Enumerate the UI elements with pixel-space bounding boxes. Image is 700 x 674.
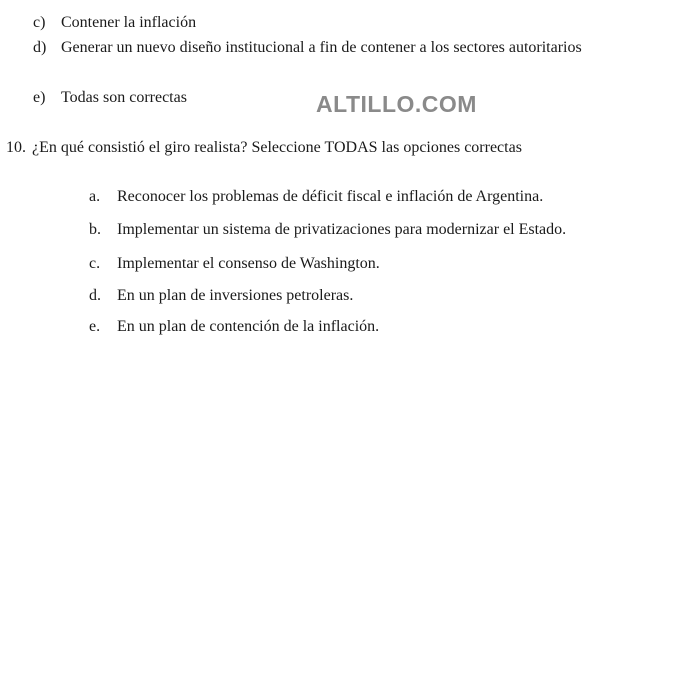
option-text: En un plan de contención de la inflación.	[117, 318, 380, 335]
option-marker: b.	[89, 221, 101, 238]
option-text: Reconocer los problemas de déficit fiscal e inflación de Argentina.	[117, 188, 544, 205]
option-marker: c.	[89, 255, 101, 272]
option-text: Generar un nuevo diseño institucional a fin de contener a los sectores autoritarios	[61, 39, 582, 56]
option-text: Todas son correctas	[61, 89, 187, 106]
option-marker: d.	[89, 287, 101, 304]
option-marker: e.	[89, 318, 101, 335]
question-text: ¿En qué consistió el giro realista? Seleccione TODAS las opciones correctas	[32, 139, 522, 156]
option-text: Implementar un sistema de privatizaciones para modernizar el Estado.	[117, 221, 567, 238]
option-marker: e)	[33, 89, 46, 106]
option-marker: c)	[33, 14, 46, 31]
question-number: 10.	[6, 139, 26, 156]
option-marker: a.	[89, 188, 101, 205]
watermark: ALTILLO.COM	[316, 91, 477, 117]
option-text: Contener la inflación	[61, 14, 197, 31]
option-text: Implementar el consenso de Washington.	[117, 255, 380, 272]
option-marker: d)	[33, 39, 47, 56]
option-text: En un plan de inversiones petroleras.	[117, 287, 354, 304]
